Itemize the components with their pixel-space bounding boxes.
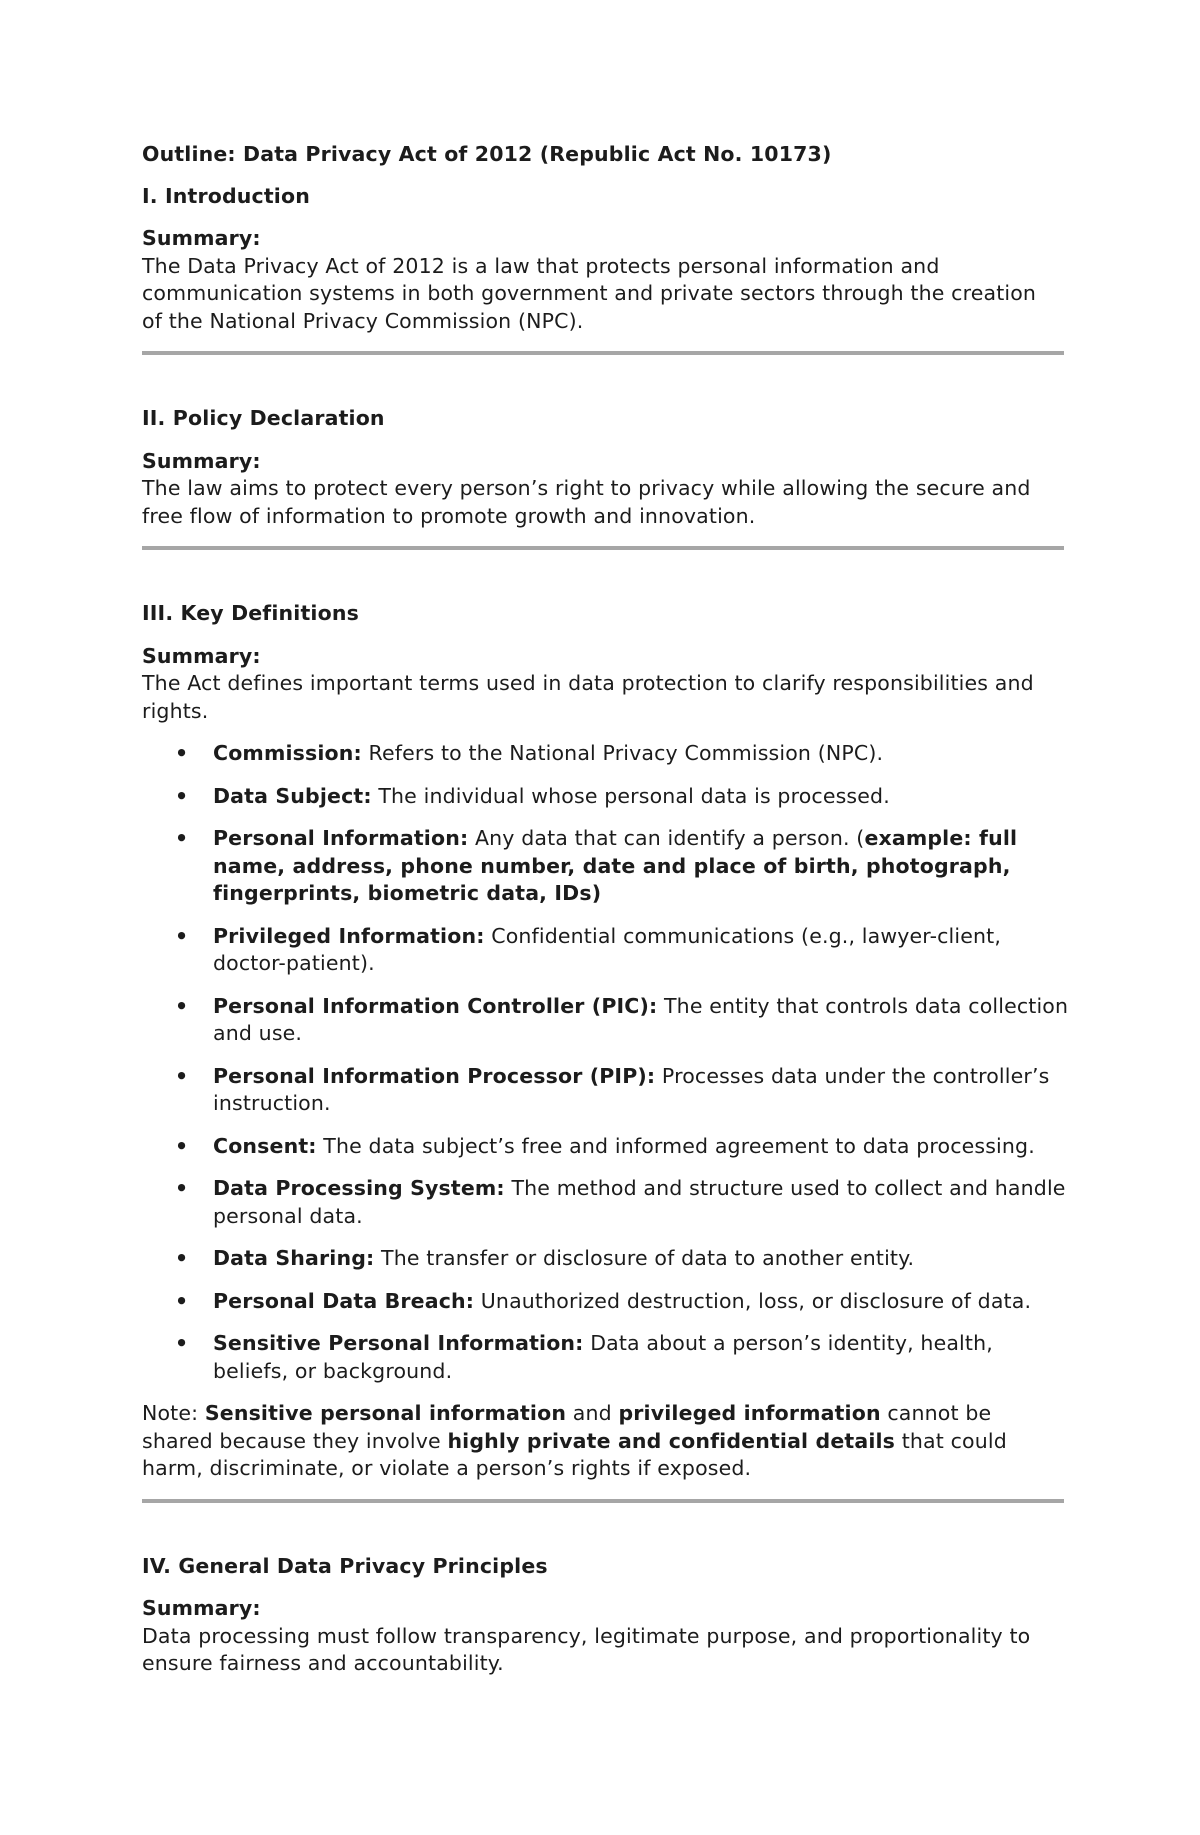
note-text: that could harm, discriminate, or violate a person’s rights if exposed. (142, 1428, 1007, 1480)
list-item (142, 1245, 1073, 1273)
bullet-icon: • (175, 783, 189, 808)
definition-term: Personal Information Processor (PIP): (213, 1063, 656, 1088)
section-introduction (142, 183, 1062, 336)
section-heading: IV. General Data Privacy Principles (142, 1553, 548, 1578)
summary-text: Data processing must follow transparency, legitimate purpose, and proportionality to ensure fairness and accountability. (142, 1623, 1031, 1675)
bullet-icon: • (175, 923, 189, 948)
document-body (142, 141, 1069, 1678)
list-item (142, 1288, 1073, 1316)
section-divider (142, 546, 1064, 550)
bullet-icon: • (175, 993, 189, 1018)
bullet-icon: • (175, 1063, 189, 1088)
section-heading: III. Key Definitions (142, 601, 359, 625)
note-emphasis: privileged information (618, 1401, 881, 1425)
definition-text: Unauthorized destruction, loss, or disclosure of data. (474, 1288, 1032, 1313)
list-item (142, 783, 1073, 811)
definition-text: Confidential communications (e.g., lawyer-client, doctor-patient). (213, 923, 1001, 975)
definition-text: The entity that controls data collection and use. (213, 993, 1069, 1045)
section-general-principles (142, 1553, 1062, 1678)
bullet-icon: • (175, 741, 189, 765)
section-policy-declaration (142, 405, 1062, 530)
bullet-icon: • (175, 1176, 189, 1200)
summary-text: The Data Privacy Act of 2012 is a law that protects personal information and communication systems in both government and private sectors through the creation of the National Privacy Commission (NPC). (142, 253, 1037, 333)
summary-text: The law aims to protect every person’s right to privacy while allowing the secure and free flow of information to promote growth and innovation. (142, 476, 1031, 528)
section-divider (142, 351, 1064, 355)
list-item (142, 923, 1073, 978)
list-item (142, 1063, 1073, 1118)
list-item (142, 740, 1073, 768)
definition-term: Sensitive Personal Information: (213, 1331, 584, 1355)
summary-label: Summary: (142, 448, 261, 473)
bullet-icon: • (175, 826, 189, 850)
bullet-icon: • (175, 1133, 189, 1158)
definition-term: Personal Information Controller (PIC): (213, 993, 658, 1018)
definition-term: Personal Data Breach: (213, 1288, 475, 1313)
definitions-note (142, 1400, 1062, 1483)
section-heading: II. Policy Declaration (142, 406, 385, 430)
definition-text: Any data that can identify a person. ( (468, 826, 865, 850)
note-text: cannot be shared because they involve (142, 1401, 992, 1453)
definition-example: example: full name, address, phone number, date and place of birth, photograph, fingerprints, biometric data, IDs) (213, 826, 1018, 905)
section-heading: I. Introduction (142, 183, 310, 208)
summary-label: Summary: (142, 643, 261, 668)
definition-term: Data Processing System: (213, 1176, 505, 1200)
list-item (142, 825, 1073, 908)
definition-text: The method and structure used to collect and handle personal data. (213, 1176, 1066, 1228)
note-text: and (566, 1401, 619, 1425)
definition-term: Commission: (213, 741, 362, 765)
definition-text: Processes data under the controller’s instruction. (213, 1063, 1050, 1115)
definitions-list (142, 740, 1069, 1385)
definition-text: Data about a person’s identity, health, beliefs, or background. (213, 1331, 993, 1383)
list-item (142, 1330, 1073, 1385)
definition-text: The transfer or disclosure of data to another entity. (374, 1246, 915, 1270)
list-item (142, 993, 1073, 1048)
definition-term: Data Subject: (213, 783, 372, 808)
summary-text: The Act defines important terms used in data protection to clarify responsibilities and rights. (142, 671, 1034, 723)
definition-term: Data Sharing: (213, 1246, 375, 1270)
definition-term: Personal Information: (213, 826, 469, 850)
definition-text: The data subject’s free and informed agreement to data processing. (316, 1133, 1035, 1158)
section-key-definitions (142, 600, 1069, 1483)
note-prefix: Note: (142, 1401, 205, 1425)
bullet-icon: • (175, 1246, 189, 1270)
definition-text: The individual whose personal data is processed. (371, 783, 890, 808)
definition-text: Refers to the National Privacy Commission (NPC). (361, 741, 884, 765)
section-divider (142, 1499, 1064, 1503)
definition-term: Privileged Information: (213, 923, 485, 948)
summary-label: Summary: (142, 1596, 261, 1620)
document-title: Outline: Data Privacy Act of 2012 (Republic Act No. 10173) (142, 142, 832, 166)
definition-term: Consent: (213, 1133, 317, 1158)
bullet-icon: • (175, 1288, 189, 1313)
list-item (142, 1175, 1073, 1230)
note-emphasis: highly private and confidential details (447, 1428, 896, 1453)
note-emphasis: Sensitive personal information (204, 1401, 567, 1425)
bullet-icon: • (175, 1331, 189, 1355)
list-item (142, 1133, 1073, 1161)
summary-label: Summary: (142, 226, 261, 250)
